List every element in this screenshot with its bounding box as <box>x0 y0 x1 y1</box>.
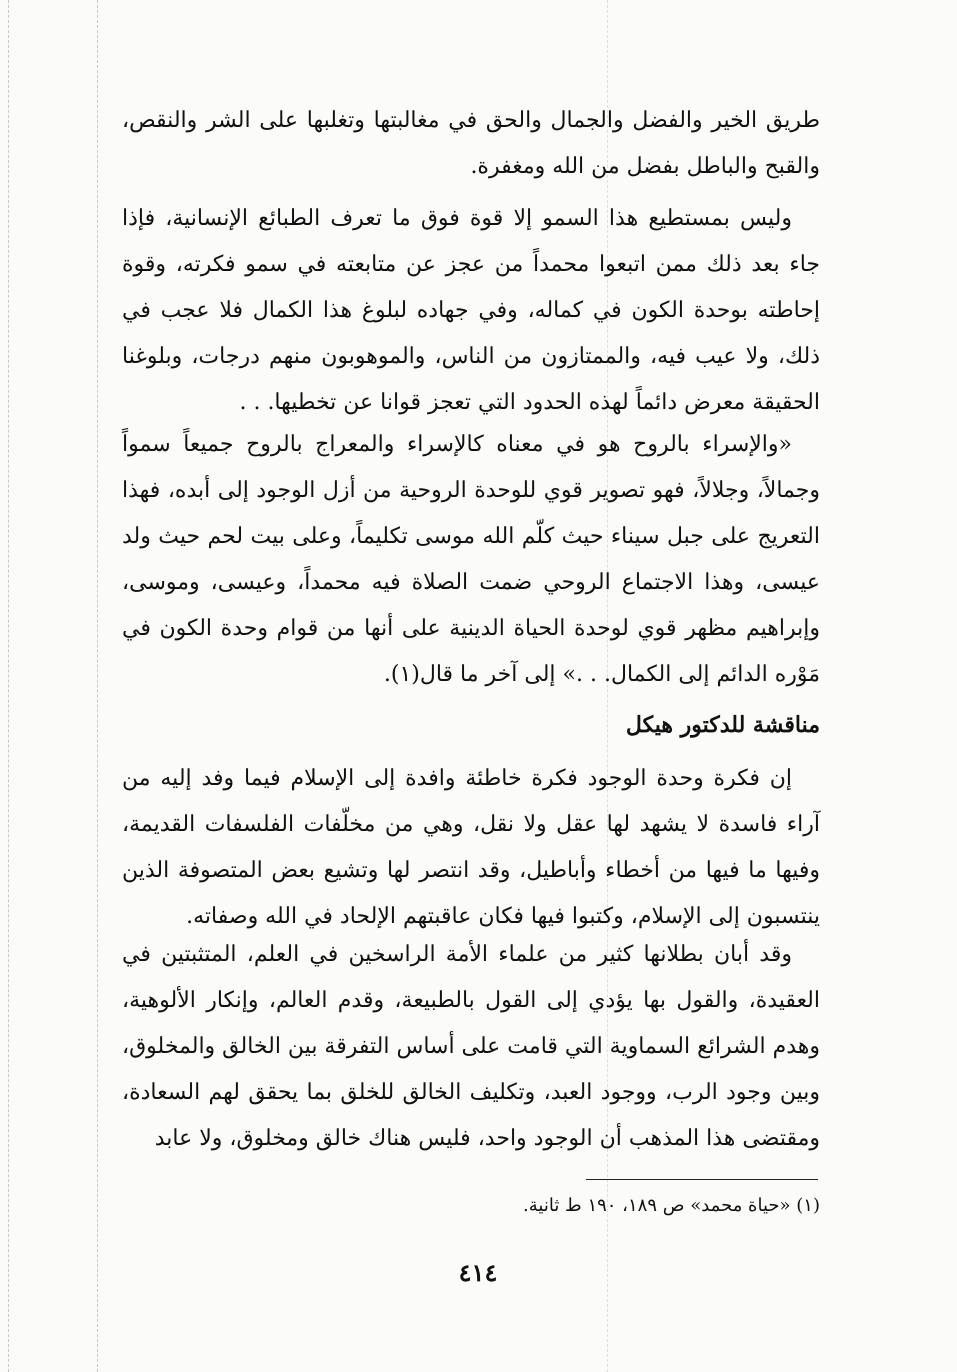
paragraph-5: وقد أبان بطلانها كثير من علماء الأمة الراسخين في العلم، المتثبتين في العقيدة، والقول بها يؤدي إلى القول بالطبيعة، وقدم العالم، وإنكار الألوهية، وهدم الشرائع السماوية التي قامت على أساس التفرقة بين الخالق والمخلوق، وبين وجود الرب، ووجود العبد، وتكليف الخالق للخلق بما يحقق لهم السعادة، ومقتضى هذا المذهب أن الوجود واحد، فليس هناك خالق ومخلوق، ولا عابد <box>122 942 820 1151</box>
scan-margin-line <box>97 0 98 1372</box>
footnote-divider <box>586 1179 818 1180</box>
section-heading: مناقشة للدكتور هيكل <box>625 712 820 738</box>
page-number: ٤١٤ <box>458 1258 498 1287</box>
paragraph-4: إن فكرة وحدة الوجود فكرة خاطئة وافدة إلى الإسلام فيما وفد إليه من آراء فاسدة لا يشهد لها عقل ولا نقل، وهي من مخلّفات الفلسفات القديمة، وفيها ما فيها من أخطاء وأباطيل، وقد انتصر لها وتشيع بعض المتصوفة الذين ينتسبون إلى الإسلام، وكتبوا فيها فكان عاقبتهم الإلحاد في الله وصفاته. <box>122 766 820 929</box>
paragraph-1: طريق الخير والفضل والجمال والحق في مغالبتها وتغلبها على الشر والنقص، والقبح والباطل بفضل من الله ومغفرة. <box>122 108 820 179</box>
paragraph-2: وليس بمستطيع هذا السمو إلا قوة فوق ما تعرف الطبائع الإنسانية، فإذا جاء بعد ذلك ممن اتبعوا محمداً من عجز عن متابعته في سمو فكرته، وقوة إحاطته بوحدة الكون في كماله، وفي جهاده لبلوغ هذا الكمال فلا عجب في ذلك، ولا عيب فيه، والممتازون من الناس، والموهوبون منهم درجات، وبلوغنا الحقيقة معرض دائماً لهذه الحدود التي تعجز قوانا عن تخطيها. . . <box>122 206 820 415</box>
scan-margin-line <box>8 0 9 1372</box>
paragraph-3-quote: «والإسراء بالروح هو في معناه كالإسراء والمعراج بالروح جميعاً سمواً وجمالاً، وجلالاً، فهو تصوير قوي للوحدة الروحية من أزل الوجود إلى أبده، فهذا التعريج على جبل سيناء حيث كلّم الله موسى تكليماً، وعلى بيت لحم حيث ولد عيسى، وهذا الاجتماع الروحي ضمت الصلاة فيه محمداً، وعيسى، وموسى، وإبراهيم مظهر قوي لوحدة الحياة الدينية على أنها من قوام وحدة الكون في مَوْره الدائم إلى الكمال. . .» إلى آخر ما قال(١). <box>122 432 820 687</box>
footnote: (١) «حياة محمد» ص ١٨٩، ١٩٠ ط ثانية. <box>523 1195 820 1216</box>
